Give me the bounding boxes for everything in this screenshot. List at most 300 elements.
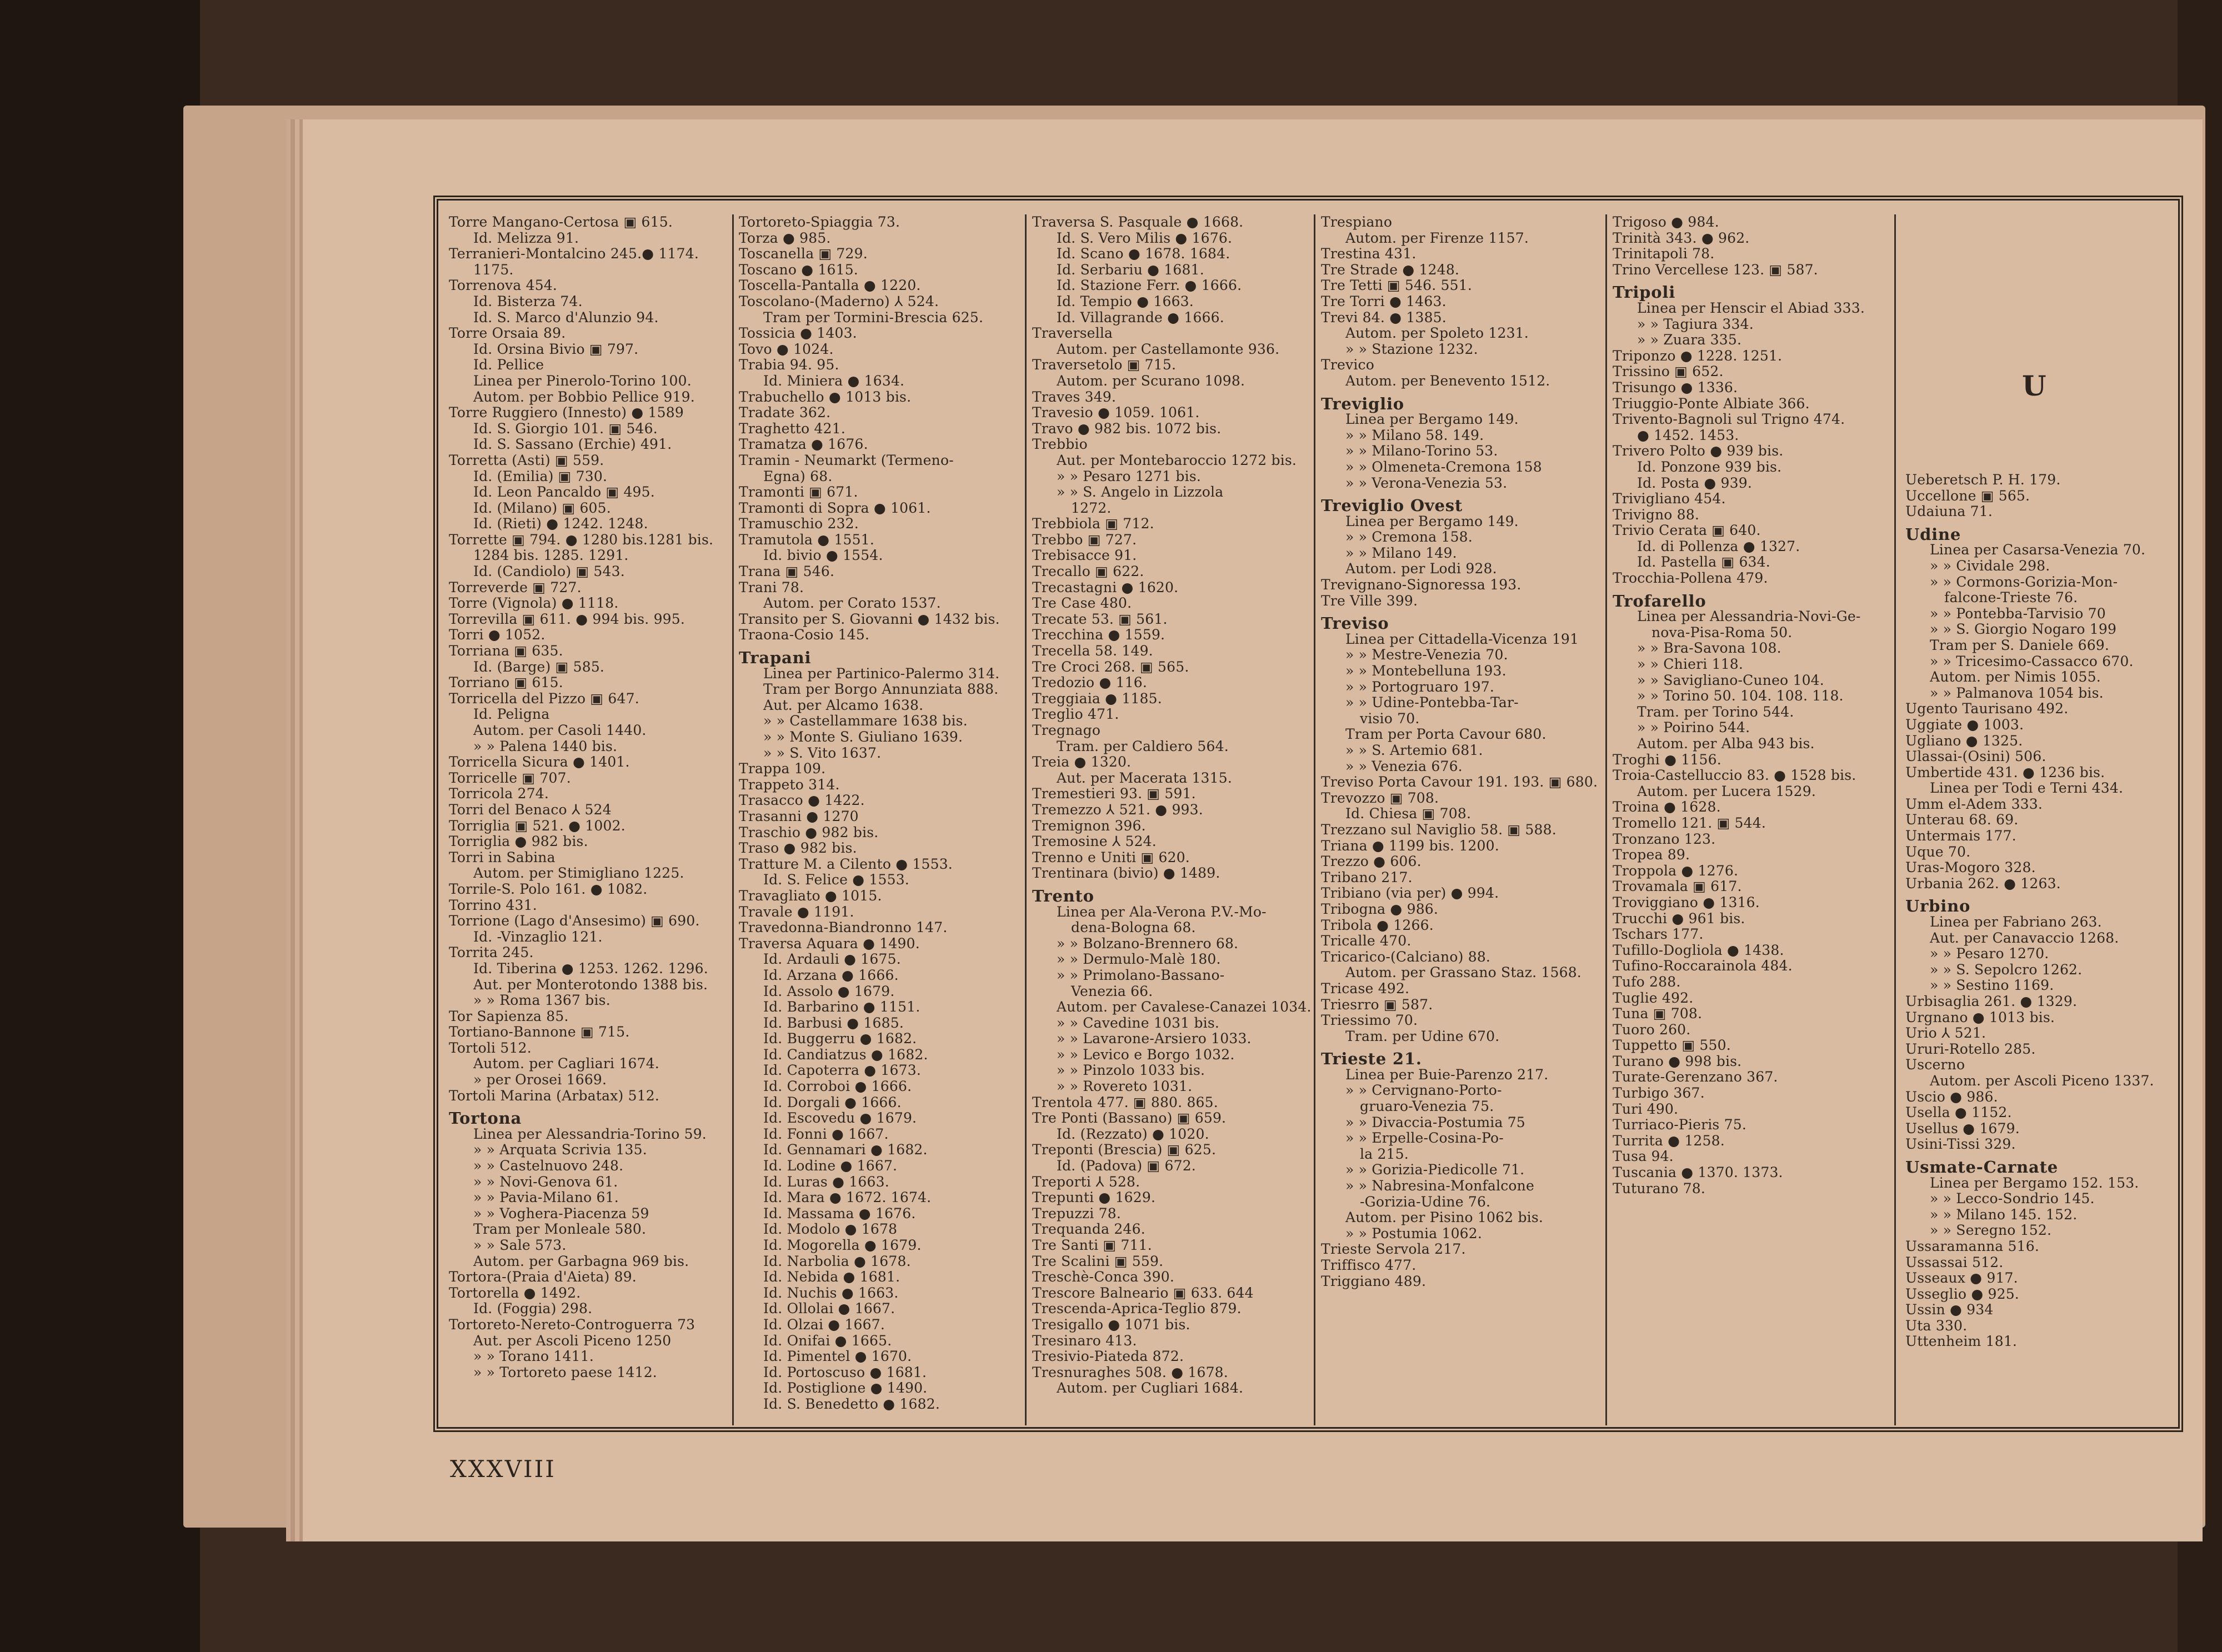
index-entry: Trebbiola ▣ 712. [1032,515,1154,532]
index-entry: Tramutola ● 1551. [739,531,875,548]
index-entry: Torricelle ▣ 707. [449,769,571,786]
index-entry: Id. Miniera ● 1634. [763,372,905,389]
index-entry: Traversa Aquara ● 1490. [739,935,920,952]
index-entry: » » Lavarone-Arsiero 1033. [1057,1030,1252,1047]
index-entry: Tre Torri ● 1463. [1321,293,1447,309]
index-entry: » » Cervignano-Porto- [1345,1082,1502,1099]
index-entry: Id. (Milano) ▣ 605. [473,499,611,516]
index-entry: » » Pesaro 1270. [1930,945,2049,962]
index-entry: Autom. per Firenze 1157. [1345,229,1529,246]
index-entry: » » Milano 149. [1345,544,1457,561]
index-entry: Trescore Balneario ▣ 633. 644 [1032,1284,1254,1301]
index-entry: Torre Mangano-Certosa ▣ 615. [449,214,673,230]
index-entry: Traversa S. Pasquale ● 1668. [1032,214,1244,230]
index-entry: Trevignano-Signoressa 193. [1321,577,1522,593]
index-entry: Travedonna-Biandronno 147. [739,919,948,936]
index-entry: Id. Fonni ● 1667. [763,1125,889,1142]
index-entry: » » Verona-Venezia 53. [1345,474,1508,491]
index-entry: Trespiano [1321,214,1393,230]
index-entry: Usseglio ● 925. [1905,1285,2019,1302]
index-entry: Usellus ● 1679. [1905,1120,2020,1137]
index-entry: Triesrro ▣ 587. [1321,996,1433,1013]
index-entry: Linea per Alessandria-Torino 59. [473,1125,707,1142]
index-entry: » » Montebelluna 193. [1345,663,1507,679]
index-entry: Trebbo ▣ 727. [1032,531,1137,548]
index-entry: » » Poirino 544. [1637,719,1750,736]
index-entry: » » Levico e Borgo 1032. [1057,1046,1235,1063]
index-entry: Tratture M. a Cilento ● 1553. [739,855,953,872]
index-entry: Urgnano ● 1013 bis. [1905,1009,2055,1025]
index-entry: Linea per Pinerolo-Torino 100. [473,372,692,389]
index-entry: Tortiano-Bannone ▣ 715. [449,1024,630,1040]
index-entry: Id. Orsina Bivio ▣ 797. [473,341,639,357]
index-entry: » » Seregno 152. [1930,1222,2052,1239]
index-entry: Ussin ● 934 [1905,1301,1994,1318]
index-entry: Aut. per Ascoli Piceno 1250 [473,1332,672,1349]
index-heading: Tripoli [1613,283,1676,302]
index-entry: Torriano ▣ 615. [449,674,563,691]
index-entry: » » Castellammare 1638 bis. [763,713,968,729]
index-entry: 1272. [1071,499,1112,516]
index-entry: Torri ● 1052. [449,627,546,643]
index-entry: Toscolano-(Maderno) ⅄ 524. [739,293,939,309]
index-entry: Tram per Monleale 580. [473,1221,647,1238]
index-entry: » » Pontebba-Tarvisio 70 [1930,605,2106,622]
index-entry: Travesio ● 1059. 1061. [1032,404,1200,421]
index-heading: Tortona [449,1109,522,1128]
index-entry: » » Cividale 298. [1930,557,2050,574]
index-entry: Id. Stazione Ferr. ● 1666. [1057,277,1242,294]
index-entry: Ussaramanna 516. [1905,1238,2040,1254]
index-entry: » » Milano-Torino 53. [1345,443,1498,459]
index-entry: Torre Orsaia 89. [449,325,566,342]
index-entry: Id. S. Felice ● 1553. [763,872,909,888]
index-entry: Uggiate ● 1003. [1905,716,2024,733]
index-entry: Untermais 177. [1905,828,2016,844]
index-entry: Trescenda-Aprica-Teglio 879. [1032,1300,1242,1317]
index-entry: Trisungo ● 1336. [1613,379,1738,396]
index-entry: Linea per Cittadella-Vicenza 191 [1345,630,1579,647]
index-entry: Tresnuraghes 508. ● 1678. [1032,1364,1228,1380]
index-entry: » » Nabresina-Monfalcone [1345,1178,1534,1194]
index-entry: Id. Massama ● 1676. [763,1205,916,1222]
index-entry: Treia ● 1320. [1032,754,1132,770]
index-entry: Id. (Padova) ▣ 672. [1057,1158,1196,1174]
index-entry: Linea per Bergamo 149. [1345,411,1519,428]
index-entry: Tortoreto-Spiaggia 73. [739,214,900,230]
letter-section-heading: U [2022,369,2046,402]
index-entry: Linea per Henscir el Abiad 333. [1637,299,1865,316]
index-entry: Torricola 274. [449,785,549,802]
index-entry: » » Gorizia-Piedicolle 71. [1345,1162,1525,1178]
index-entry: » » Postumia 1062. [1345,1225,1483,1241]
index-entry: Trentola 477. ▣ 880. 865. [1032,1094,1218,1110]
index-entry: Id. Villagrande ● 1666. [1057,309,1224,326]
index-entry: Tuturano 78. [1613,1180,1706,1197]
index-entry: Id. Posta ● 939. [1637,474,1752,491]
index-entry: Id. Serbariu ● 1681. [1057,261,1204,278]
index-entry: » » Savigliano-Cuneo 104. [1637,672,1824,688]
index-entry: Linea per Buie-Parenzo 217. [1345,1066,1549,1083]
index-column-3 [1032,214,1321,1431]
index-entry: Tram. per Torino 544. [1637,703,1794,720]
index-entry: Tresigallo ● 1071 bis. [1032,1316,1190,1333]
index-entry: » » Cormons-Gorizia-Mon- [1930,573,2118,590]
index-entry: Trentinara (bivio) ● 1489. [1032,865,1220,882]
index-entry: Torricella del Pizzo ▣ 647. [449,690,639,707]
index-entry: Trasanni ● 1270 [739,808,859,824]
index-entry: Id. Ardauli ● 1675. [763,951,901,968]
index-entry: » » Palmanova 1054 bis. [1930,684,2104,701]
index-entry: Trequanda 246. [1032,1221,1145,1238]
index-entry: Id. Barbarino ● 1151. [763,999,920,1015]
index-entry: ● 1452. 1453. [1637,427,1739,443]
column-rule [1025,214,1027,1425]
index-entry: Trucchi ● 961 bis. [1613,910,1745,927]
index-entry: Autom. per Castellamonte 936. [1057,341,1280,357]
index-entry: Id. Corroboi ● 1666. [763,1078,912,1095]
index-entry: Transito per S. Giovanni ● 1432 bis. [739,610,1000,627]
index-entry: Torre (Vignola) ● 1118. [449,595,619,612]
index-entry: Tribiano (via per) ● 994. [1321,885,1499,902]
index-entry: Troghi ● 1156. [1613,751,1721,768]
index-entry: Id. Onifai ● 1665. [763,1332,892,1349]
index-entry: Treggiaia ● 1185. [1032,690,1162,707]
index-entry: Trinitapoli 78. [1613,246,1715,262]
index-column-1 [449,214,727,1431]
index-entry: Id. Pellice [473,357,544,373]
index-entry: Tromello 121. ▣ 544. [1613,814,1766,831]
index-entry: Trigoso ● 984. [1613,214,1719,230]
index-entry: Autom. per Stimigliano 1225. [473,865,684,882]
index-entry: Id. Assolo ● 1679. [763,983,895,999]
index-entry: Autom. per Casoli 1440. [473,722,647,738]
index-heading: Urbino [1905,897,1971,916]
index-entry: Usseaux ● 917. [1905,1270,2018,1286]
index-entry: Id. bivio ● 1554. [763,547,883,564]
index-entry: Traschio ● 982 bis. [739,824,879,840]
index-entry: Turriaco-Pieris 75. [1613,1117,1746,1133]
index-column-2 [739,214,1028,1431]
index-entry: Tre Case 480. [1032,595,1132,612]
index-entry: Egna) 68. [763,468,833,484]
index-entry: » » Zuara 335. [1637,332,1742,348]
index-entry: » » Venezia 676. [1345,758,1463,774]
index-entry: Linea per Ala-Verona P.V.-Mo- [1057,903,1267,920]
index-entry: Id. Modolo ● 1678 [763,1221,898,1238]
index-entry: Ugliano ● 1325. [1905,732,2023,749]
index-entry: Trepunti ● 1629. [1032,1189,1156,1206]
index-entry: Linea per Partinico-Palermo 314. [763,665,1000,682]
index-entry: Torrette ▣ 794. ● 1280 bis.1281 bis. [449,531,714,548]
index-entry: Tresivio-Piateda 872. [1032,1348,1184,1365]
index-entry: Ussassai 512. [1905,1254,2004,1270]
index-entry: Id. (Rieti) ● 1242. 1248. [473,515,648,532]
index-entry: Torrita 245. [449,944,534,961]
index-entry: Treviso Porta Cavour 191. 193. ▣ 680. [1321,774,1598,790]
index-entry: Trebbio [1032,436,1088,453]
index-entry: Linea per Casarsa-Venezia 70. [1930,542,2146,558]
index-entry: Trivio Cerata ▣ 640. [1613,522,1761,539]
index-entry: Trezzo ● 606. [1321,853,1422,870]
index-entry: -Gorizia-Udine 76. [1360,1193,1491,1210]
index-heading: Trapani [739,648,812,668]
index-entry: Id. Nebida ● 1681. [763,1269,900,1285]
index-heading: Treviso [1321,614,1389,633]
index-entry: Autom. per Nimis 1055. [1930,669,2101,685]
index-entry: » » Milano 145. 152. [1930,1206,2078,1223]
index-entry: Traversella [1032,325,1113,342]
index-entry: Autom. per Garbagna 969 bis. [473,1253,689,1269]
index-entry: Autom. per Cagliari 1674. [473,1055,659,1072]
index-entry: Id. Mara ● 1672. 1674. [763,1189,932,1206]
index-entry: Id. (Foggia) 298. [473,1300,593,1317]
index-entry: Autom. per Pisino 1062 bis. [1345,1209,1544,1226]
index-entry: Ururi-Rotello 285. [1905,1040,2036,1057]
index-entry: Id. Gennamari ● 1682. [763,1142,928,1158]
index-entry: Urbania 262. ● 1263. [1905,875,2061,892]
index-entry: » » Pesaro 1271 bis. [1057,468,1202,484]
index-entry: Tremezzo ⅄ 521. ● 993. [1032,801,1203,818]
index-entry: Traona-Cosio 145. [739,627,870,643]
index-entry: Linea per Bergamo 152. 153. [1930,1174,2139,1191]
index-entry: Tramonti ▣ 671. [739,484,858,500]
index-entry: Aut. per Macerata 1315. [1057,769,1233,786]
index-entry: Tram per S. Daniele 669. [1930,637,2110,653]
index-entry: Trivigno 88. [1613,506,1700,523]
index-heading: Trieste 21. [1321,1049,1422,1069]
index-entry: Trieste Servola 217. [1321,1241,1466,1258]
index-entry: Trevozzo ▣ 708. [1321,789,1439,806]
index-entry: Id. Pimentel ● 1670. [763,1348,912,1365]
index-entry: Id. Ponzone 939 bis. [1637,458,1782,475]
index-entry: Torriglia ▣ 521. ● 1002. [449,817,625,834]
index-entry: » » Tricesimo-Cassacco 670. [1930,653,2134,669]
index-entry: Id. (Barge) ▣ 585. [473,658,605,675]
index-entry: Tossicia ● 1403. [739,325,857,342]
index-entry: gruaro-Venezia 75. [1360,1098,1494,1115]
index-entry: Torrione (Lago d'Ansesimo) ▣ 690. [449,913,700,929]
index-entry: Tribano 217. [1321,869,1413,885]
index-entry: » » Chieri 118. [1637,656,1744,673]
index-entry: Triggiano 489. [1321,1273,1427,1289]
index-entry: Id. (Rezzato) ● 1020. [1057,1125,1209,1142]
index-entry: Id. Narbolia ● 1678. [763,1253,911,1269]
index-entry: Linea per Todi e Terni 434. [1930,780,2124,797]
index-entry: Autom. per Alba 943 bis. [1637,735,1815,752]
index-entry: Torretta (Asti) ▣ 559. [449,452,604,468]
index-entry: Travale ● 1191. [739,903,854,920]
index-entry: Id. Escovedu ● 1679. [763,1110,917,1127]
index-entry: Id. Ollolai ● 1667. [763,1300,895,1317]
index-entry: Trecastagni ● 1620. [1032,579,1179,595]
background-left [0,0,200,1652]
index-entry: Traso ● 982 bis. [739,840,857,857]
index-entry: » » Bolzano-Brennero 68. [1057,935,1239,952]
index-entry: » » Pavia-Milano 61. [473,1189,619,1206]
index-entry: Troppola ● 1276. [1613,862,1739,879]
index-entry: Id. Scano ● 1678. 1684. [1057,246,1230,262]
index-entry: Tufo 288. [1613,973,1681,990]
index-entry: Tufillo-Dogliola ● 1438. [1613,942,1784,958]
index-entry: Tuscania ● 1370. 1373. [1613,1164,1783,1181]
index-entry: » » Tortoreto paese 1412. [473,1364,657,1380]
index-entry: » » Primolano-Bassano- [1057,967,1225,983]
index-entry: Tre Tetti ▣ 546. 551. [1321,277,1472,294]
index-entry: » per Orosei 1669. [473,1072,607,1088]
index-entry: Id. di Pollenza ● 1327. [1637,538,1800,554]
index-entry: Tortoli Marina (Arbatax) 512. [449,1087,660,1104]
index-entry: Autom. per Bobbio Pellice 919. [473,388,695,405]
index-entry: Tradate 362. [739,404,831,421]
index-entry: Usella ● 1152. [1905,1104,2012,1121]
index-entry: Tram. per Udine 670. [1345,1028,1500,1044]
index-entry: dena-Bologna 68. [1071,919,1196,936]
index-entry: » » S. Angelo in Lizzola [1057,484,1224,500]
index-entry: Treglio 471. [1032,706,1119,723]
index-entry: Tremosine ⅄ 524. [1032,833,1157,850]
index-entry: Aut. per Montebaroccio 1272 bis. [1057,452,1297,468]
index-entry: Autom. per Grassano Staz. 1568. [1345,964,1582,981]
index-entry: Tortorella ● 1492. [449,1284,581,1301]
index-entry: Triffisco 477. [1321,1257,1417,1273]
index-entry: » » Cremona 158. [1345,529,1473,545]
index-entry: » » Divaccia-Postumia 75 [1345,1114,1525,1130]
index-entry: Tramonti di Sopra ● 1061. [739,499,931,516]
index-entry: » » S. Sepolcro 1262. [1930,961,2083,978]
index-entry: Tricarico-(Calciano) 88. [1321,948,1491,965]
index-entry: Id. Capoterra ● 1673. [763,1062,921,1079]
index-entry: Torricella Sicura ● 1401. [449,754,630,770]
index-entry: » » S. Giorgio Nogaro 199 [1930,621,2117,638]
index-heading: Trento [1032,886,1094,905]
index-entry: Trecella 58. 149. [1032,643,1153,659]
index-entry: Id. Leon Pancaldo ▣ 495. [473,484,655,500]
index-entry: » » Sestino 1169. [1930,977,2054,994]
index-entry: nova-Pisa-Roma 50. [1652,624,1793,640]
column-rule [732,214,734,1425]
index-entry: » » Bra-Savona 108. [1637,640,1781,657]
index-entry: Tre Croci 268. ▣ 565. [1032,658,1189,675]
index-entry: Tricase 492. [1321,980,1410,997]
index-entry: Trani 78. [739,579,804,595]
index-entry: » » Roma 1367 bis. [473,992,610,1009]
index-entry: Tuoro 260. [1613,1021,1691,1038]
index-entry: » » Dermulo-Malè 180. [1057,951,1221,968]
index-heading: Usmate-Carnate [1905,1157,2059,1177]
index-entry: » » Mestre-Venezia 70. [1345,647,1508,663]
index-entry: Trasacco ● 1422. [739,792,865,809]
index-entry: Torrile-S. Polo 161. ● 1082. [449,880,648,897]
index-entry: Trepuzzi 78. [1032,1205,1121,1222]
index-entry: Torriana ▣ 635. [449,643,563,659]
index-entry: Trezzano sul Naviglio 58. ▣ 588. [1321,821,1557,838]
index-entry: Id. Bisterza 74. [473,293,583,309]
index-entry: Id. Pastella ▣ 634. [1637,554,1770,570]
index-entry: Toscella-Pantalla ● 1220. [739,277,921,294]
index-entry: Aut. per Canavaccio 1268. [1930,929,2119,946]
index-column-5 [1613,214,1890,1431]
index-entry: Torriglia ● 982 bis. [449,833,588,850]
index-entry: Trabia 94. 95. [739,357,839,373]
index-entry: Trevi 84. ● 1385. [1321,309,1447,326]
index-heading: Trofarello [1613,591,1706,610]
index-entry: » » Olmeneta-Cremona 158 [1345,458,1542,475]
index-entry: Id. Buggerru ● 1682. [763,1030,917,1047]
index-entry: Tremestieri 93. ▣ 591. [1032,785,1196,802]
index-heading: Udine [1905,524,1961,544]
index-entry: Torreverde ▣ 727. [449,579,582,595]
index-entry: Tre Santi ▣ 711. [1032,1237,1152,1253]
index-entry: Trenno e Uniti ▣ 620. [1032,849,1190,865]
index-entry: Autom. per Lucera 1529. [1637,783,1816,799]
index-entry: Traghetto 421. [739,420,845,437]
index-entry: » » Lecco-Sondrio 145. [1930,1190,2095,1207]
index-entry: » » Rovereto 1031. [1057,1078,1193,1095]
index-entry: Autom. per Cavalese-Canazei 1034. [1057,999,1312,1015]
index-entry: » » Castelnuovo 248. [473,1158,624,1174]
index-entry: Troviggiano ● 1316. [1613,894,1760,910]
index-entry: Trissino ▣ 652. [1613,363,1724,380]
index-entry: Torri in Sabina [449,849,556,865]
index-entry: Id. Postiglione ● 1490. [763,1380,928,1396]
column-rule [1314,214,1315,1425]
index-entry: Trovamala ▣ 617. [1613,878,1742,895]
index-entry: Tram per Tormini-Brescia 625. [763,309,984,326]
index-entry: Trestina 431. [1321,246,1417,262]
index-entry: Id. S. Giorgio 101. ▣ 546. [473,420,658,437]
index-entry: Tor Sapienza 85. [449,1008,569,1024]
index-entry: Id. S. Sassano (Erchie) 491. [473,436,672,453]
index-entry: Trappeto 314. [739,776,840,793]
index-entry: Id. Arzana ● 1666. [763,967,899,983]
index-entry: Linea per Bergamo 149. [1345,513,1519,529]
index-entry: Trecchina ● 1559. [1032,627,1165,643]
index-column-4 [1321,214,1604,1431]
index-entry: Tremignon 396. [1032,817,1146,834]
index-entry: » » Voghera-Piacenza 59 [473,1205,649,1222]
index-entry: » » S. Artemio 681. [1345,742,1483,758]
index-entry: Tusa 94. [1613,1148,1674,1165]
index-entry: Tramin - Neumarkt (Termeno- [739,452,954,468]
index-entry: Travo ● 982 bis. 1072 bis. [1032,420,1222,437]
index-entry: Id. Tempio ● 1663. [1057,293,1194,309]
index-heading: Treviglio [1321,394,1404,413]
index-entry: » » Torino 50. 104. 108. 118. [1637,688,1844,704]
index-entry: Turrita ● 1258. [1613,1132,1725,1149]
index-entry: Tredozio ● 116. [1032,674,1148,691]
index-entry: Turate-Gerenzano 367. [1613,1069,1778,1085]
index-entry: Tramatza ● 1676. [739,436,868,453]
index-entry: » » Palena 1440 bis. [473,738,618,754]
index-entry: Torrino 431. [449,897,537,913]
index-entry: Torri del Benaco ⅄ 524 [449,801,612,818]
index-entry: Torre Ruggiero (Innesto) ● 1589 [449,404,684,421]
index-entry: Uscio ● 986. [1905,1088,1998,1105]
index-entry: Uscerno [1905,1057,1965,1073]
index-entry: Triuggio-Ponte Albiate 366. [1613,395,1810,412]
index-entry: Umbertide 431. ● 1236 bis. [1905,764,2105,780]
index-entry: Tramuschio 232. [739,515,859,532]
index-entry: Id. Peligna [473,706,550,723]
index-entry: Terranieri-Montalcino 245.● 1174. [449,246,699,262]
index-entry: Tortora-(Praia d'Aieta) 89. [449,1269,637,1285]
index-entry: Turi 490. [1613,1100,1679,1117]
index-entry: » » S. Vito 1637. [763,744,882,761]
index-entry: » » Pinzolo 1033 bis. [1057,1062,1205,1079]
index-entry: Uras-Mogoro 328. [1905,859,2036,876]
index-entry: Udaiuna 71. [1905,503,1993,520]
